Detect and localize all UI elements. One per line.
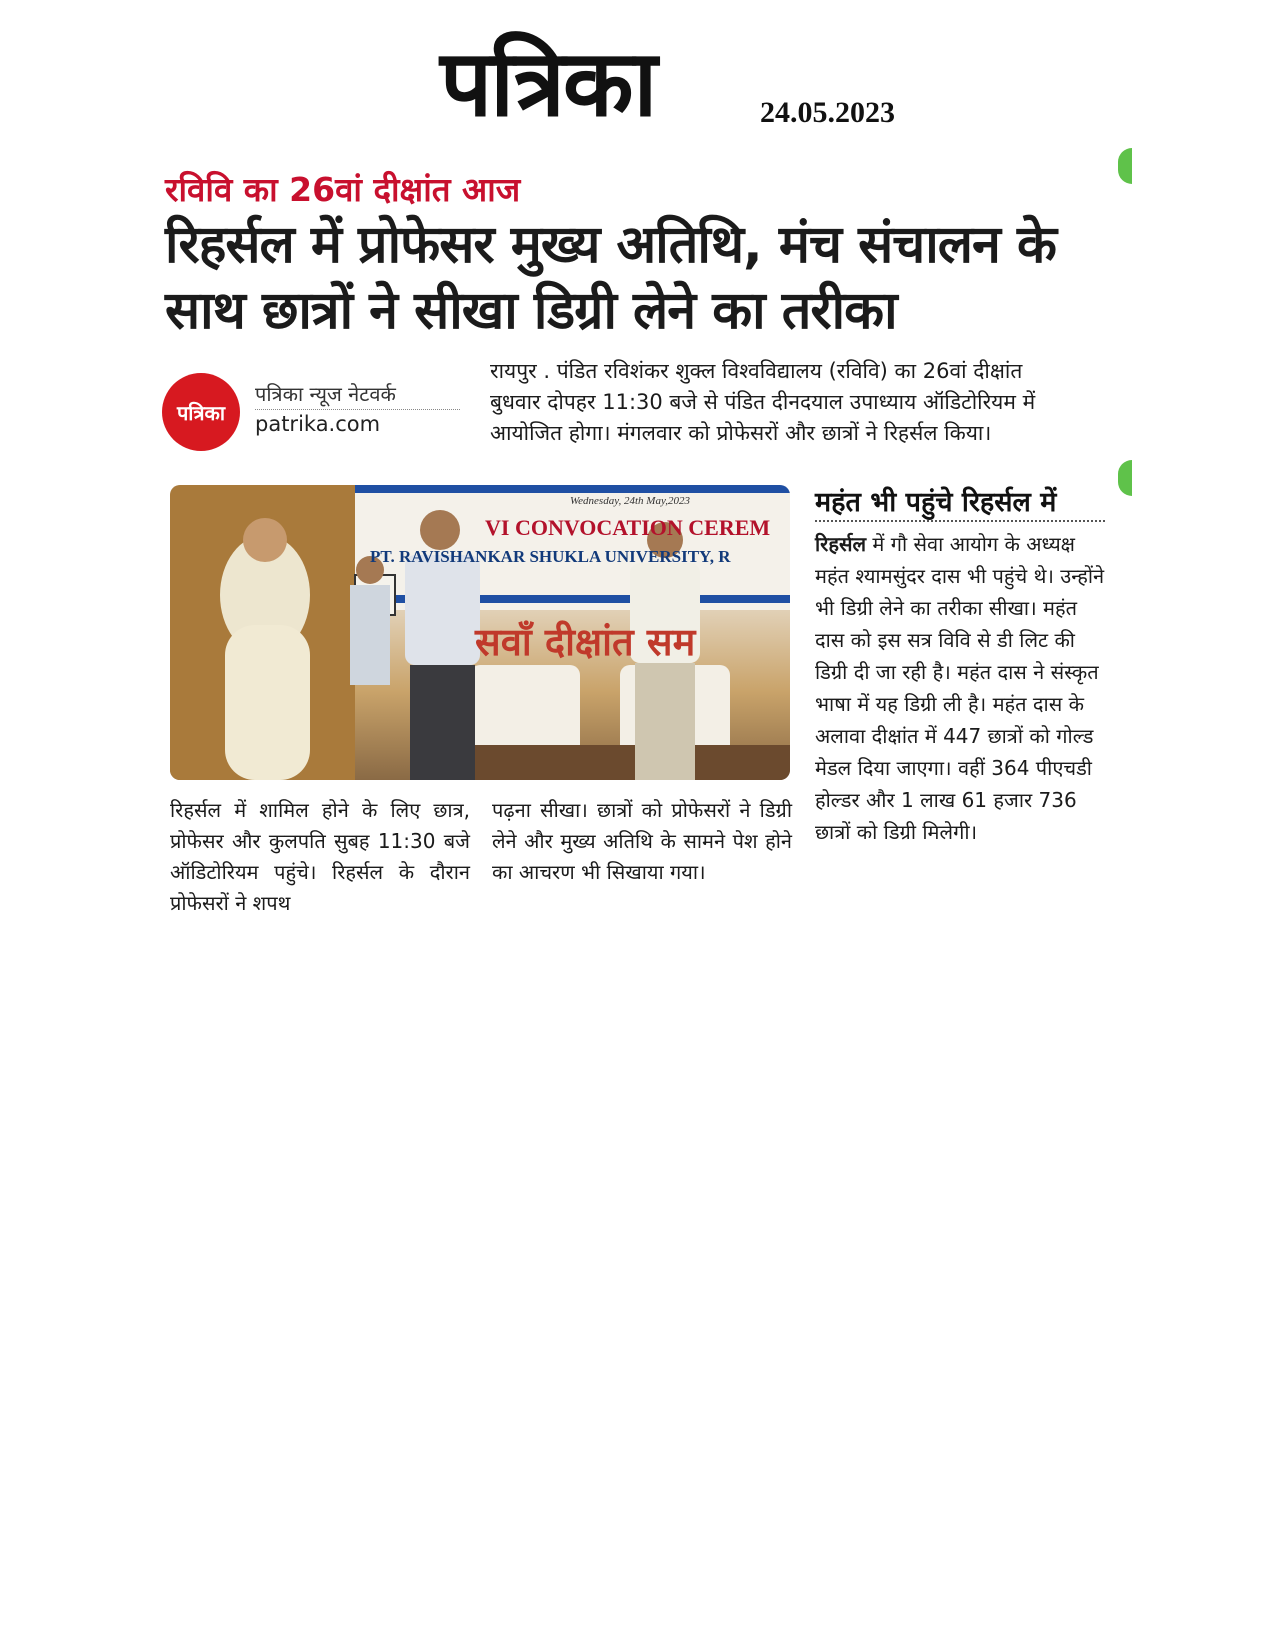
publication-date: 24.05.2023 [760,96,895,129]
banner-title: VI CONVOCATION CEREM [485,515,771,540]
banner-university: PT. RAVISHANKAR SHUKLA UNIVERSITY, R [370,547,731,566]
byline-divider [255,409,460,410]
byline-url: patrika.com [255,412,381,436]
sidebar-body: में गौ सेवा आयोग के अध्यक्ष महंत श्यामसुंदर दास भी पहुंचे थे। उन्होंने भी डिग्री लेने का तरीका सीखा। महंत दास को इस सत्र विवि से डी लिट की डिग्री दी जा रही है। महंत दास ने संस्कृत भाषा में यह डिग्री ली है। महंत दास के अलावा दीक्षांत में 447 छात्रों को गोल्ड मेडल दिया जाएगा। वहीं 364 पीएचडी होल्डर और 1 लाख 61 हजार 736 छात्रों को डिग्री मिलेगी। [815,532,1105,844]
lead-paragraph [490,356,1115,449]
sidebar-title: महंत भी पहुंचे रिहर्सल में [815,487,1057,518]
byline-network: पत्रिका न्यूज नेटवर्क [255,382,396,406]
lead-line: रायपुर . पंडित रविशंकर शुक्ल विश्वविद्यालय (रविवि) का 26वां दीक्षांत [490,359,1023,383]
convocation-photo [170,485,790,780]
lead-line: बुधवार दोपहर 11:30 बजे से पंडित दीनदयाल उपाध्याय ऑडिटोरियम में [490,390,1036,414]
edge-marker [1118,460,1132,496]
body-column-1: रिहर्सल में शामिल होने के लिए छात्र, प्रोफेसर और कुलपति सुबह 11:30 बजे ऑडिटोरियम पहुंचे। रिहर्सल के दौरान प्रोफेसरों ने शपथ [170,798,470,915]
sidebar-divider [815,520,1105,522]
newspaper-masthead: पत्रिका [440,29,656,137]
sidebar-text [815,528,1105,848]
sidebar-lead-word: रिहर्सल [815,532,867,556]
banner-hindi: सवाँ दीक्षांत सम [475,620,696,664]
kicker-headline: रविवि का 26वां दीक्षांत आज [165,170,521,209]
main-headline: रिहर्सल में प्रोफेसर मुख्य अतिथि, मंच संचालन के साथ छात्रों ने सीखा डिग्री लेने का तरीका [165,215,1056,341]
body-column-2: पढ़ना सीखा। छात्रों को प्रोफेसरों ने डिग्री लेने और मुख्य अतिथि के सामने पेश होने का आचरण भी सिखाया गया। [492,798,792,884]
banner-date: Wednesday, 24th May,2023 [570,495,690,507]
patrika-logo: पत्रिका [162,373,240,451]
edge-marker [1118,148,1132,184]
lead-line: आयोजित होगा। मंगलवार को प्रोफेसरों और छात्रों ने रिहर्सल किया। [490,421,992,445]
